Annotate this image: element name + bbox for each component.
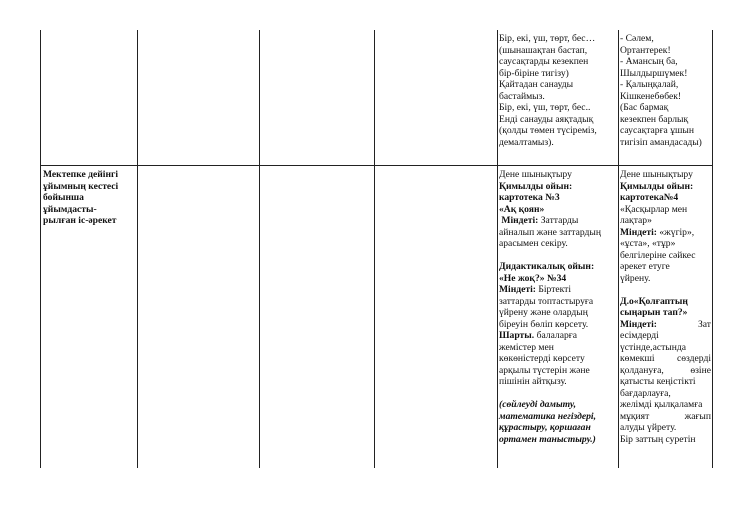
game-name: «Не жоқ?» №34	[499, 272, 567, 284]
task-label: Міндеті:	[620, 318, 657, 330]
table-border-right	[712, 30, 713, 468]
text-line: (шынашақтан бастап,	[499, 44, 588, 56]
integration-note: математика негіздері,	[499, 410, 596, 422]
game-name: «Ақ қоян»	[499, 203, 545, 215]
text-line: әрекет етуге	[620, 261, 670, 272]
task-text: Заттарды	[540, 215, 579, 226]
text-line: алуды үйрету.	[620, 422, 677, 433]
word: жағып	[684, 410, 711, 422]
text-line: Мектепке дейінгі	[43, 169, 119, 180]
text-line: ұйымдасты-	[43, 203, 97, 215]
text-line: демалтамыз).	[499, 136, 554, 148]
condition-line	[499, 330, 617, 342]
condition-label: Шарты.	[499, 330, 535, 341]
task-text: «жүгір»,	[659, 226, 695, 238]
task-line	[620, 227, 711, 239]
task-line	[499, 215, 617, 227]
text-line	[620, 353, 711, 365]
word: мұқият	[620, 410, 650, 422]
main-row-col5	[499, 169, 617, 445]
game-card-number: картотека№4	[620, 192, 679, 203]
top-row-col5-text	[499, 33, 597, 148]
text-line: саусақтарға ұшын	[620, 125, 694, 136]
text-line: - Амансың ба,	[620, 56, 678, 67]
game-title: Д.о«Қолғаптың	[620, 295, 688, 307]
text-line: - Қалыңқалай,	[620, 79, 679, 90]
table-border-left	[40, 30, 41, 468]
text-line: бір-біріне тигізу)	[499, 67, 569, 79]
text-line: қатысты кеңістікті	[620, 376, 696, 387]
text-line: арасымен секіру.	[499, 238, 568, 249]
text-line: желімді қылқаламға	[620, 399, 703, 410]
task-text: Біртекті	[538, 284, 572, 295]
text-line: Бір, екі, үш, төрт, бес..	[499, 102, 591, 113]
text-line: тигізіп амандасады)	[620, 136, 702, 148]
column-divider-1	[137, 30, 138, 468]
game-title: Дидактикалық ойын:	[499, 261, 595, 272]
text-line: есімдерді	[620, 330, 659, 341]
subject-title: Дене шынықтыру	[499, 169, 572, 180]
game-name: лақтар»	[620, 215, 652, 226]
row-divider	[40, 165, 713, 166]
text-line: бағдарлауға,	[620, 387, 671, 399]
game-name: «Қасқырлар мен	[620, 203, 688, 215]
text-line: Шылдыршүмек!	[620, 67, 688, 79]
text-line: үйрену.	[620, 272, 651, 284]
integration-note: құрастыру, қоршаған	[499, 422, 591, 433]
word: көмекші	[620, 353, 655, 364]
integration-note: (сөйлеуді дамыту,	[499, 399, 577, 410]
text-line: Қайтадан санауды	[499, 79, 574, 90]
text-line: саусақтарды кезекпен	[499, 56, 589, 67]
task-line	[620, 319, 711, 331]
text-line: (қолды төмен түсіреміз,	[499, 125, 597, 136]
text-line: Кішкенебөбек!	[620, 90, 682, 102]
task-label: Міндеті:	[501, 215, 539, 226]
task-label: Міндеті:	[499, 284, 536, 295]
word: өзіне	[690, 364, 711, 376]
game-name: сыңарын тап?»	[620, 307, 688, 318]
text-line: көкөністерді көрсету	[499, 353, 585, 364]
task-label: Міндеті:	[620, 226, 657, 238]
task-text: Зат	[697, 318, 711, 330]
text-line: Ортантерек!	[620, 44, 671, 56]
text-line: пішінін айтқызу.	[499, 376, 567, 387]
column-divider-3	[374, 30, 375, 468]
text-line: «ұста», «тұр»	[620, 238, 676, 249]
text-line: Бір заттың суретін	[620, 433, 696, 445]
subject-title: Дене шынықтыру	[620, 169, 693, 180]
top-row-col6-text	[620, 33, 702, 148]
integration-note: ортамен таныстыру.)	[499, 433, 596, 445]
text-line: заттарды топтастыруға	[499, 295, 594, 307]
text-line: үйрену және олардың	[499, 307, 588, 318]
text-line: айналып және заттардың	[499, 226, 602, 238]
text-line: - Сәлем,	[620, 33, 654, 44]
text-line: бойынша	[43, 192, 84, 203]
game-title: Қимылды ойын:	[499, 180, 573, 192]
column-divider-4	[497, 30, 498, 468]
game-card-number: картотека №3	[499, 192, 560, 203]
text-line	[620, 365, 711, 377]
text-line: белгілеріне сәйкес	[620, 249, 696, 261]
text-line: ұйымның кестесі	[43, 180, 119, 192]
text-line: үстінде,астында	[620, 341, 687, 353]
text-line: арқылы түстерін және	[499, 364, 590, 376]
text-line: біреуін бөліп көрсету.	[499, 318, 589, 330]
text-line: Бір, екі, үш, төрт, бес…	[499, 33, 596, 44]
condition-text: балаларға	[536, 330, 577, 341]
task-line	[499, 284, 617, 296]
text-line	[620, 411, 711, 423]
text-line: кезекпен барлық	[620, 113, 689, 125]
text-line: (Бас бармақ	[620, 102, 669, 113]
text-line: бастаймыз.	[499, 90, 545, 102]
word: сөздерді	[676, 353, 711, 364]
main-row-col6	[620, 169, 711, 445]
column-divider-5	[618, 30, 619, 468]
word: қолдануға,	[620, 364, 664, 376]
column-divider-2	[259, 30, 260, 468]
row-label	[43, 169, 118, 227]
text-line: Енді санауды аяқтадық	[499, 113, 594, 125]
text-line: жемістер мен	[499, 341, 554, 353]
text-line: рылған іс-әрекет	[43, 215, 117, 226]
game-title: Қимылды ойын:	[620, 180, 694, 192]
